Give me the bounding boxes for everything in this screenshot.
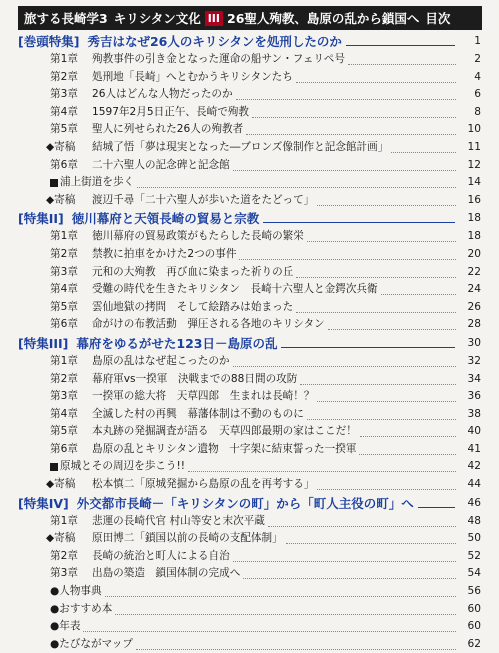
feature-title: 外交都市長崎－「キリシタンの町」から「町人主役の町」へ (76, 495, 414, 511)
leader-dots (115, 605, 456, 615)
page-number: 36 (467, 390, 481, 403)
appendix-title: ●おすすめ本 (50, 602, 113, 615)
chapter-title: 原田博二「鎖国以前の長崎の支配体制」 (92, 532, 283, 545)
page-number: 42 (467, 460, 481, 473)
chapter-title: 受難の時代を生きたキリシタン 長崎十六聖人と金鍔次兵衛 (92, 283, 378, 296)
leader-dots (307, 232, 456, 242)
toc-chapter[interactable] (18, 228, 482, 246)
chapter-title: 聖人に列せられた26人の殉教者 (92, 123, 244, 136)
leader-dots (136, 640, 456, 650)
chapter-title: 二十六聖人の記念碑と記念館 (92, 158, 230, 171)
chapter-title: 長崎の統治と町人による自治 (92, 549, 230, 562)
chapter-label: 第3章 (50, 567, 78, 580)
feature-rule (346, 35, 455, 46)
chapter-label: 第2章 (50, 70, 78, 83)
chapter-title: 26人はどんな人物だったのか (92, 88, 233, 101)
page-number: 6 (474, 88, 481, 101)
toc-chapter[interactable] (18, 281, 482, 299)
feature-rule (418, 497, 455, 508)
page-number: 10 (467, 123, 481, 136)
leader-dots (233, 357, 456, 367)
toc-header (18, 6, 482, 30)
chapter-label: ◆寄稿 (46, 193, 76, 206)
chapter-title: 出島の築造 鎖国体制の完成へ (92, 567, 241, 580)
toc-contribution[interactable] (18, 139, 482, 157)
toc-column[interactable] (18, 174, 482, 192)
chapter-label: ◆寄稿 (46, 532, 76, 545)
chapter-label: 第1章 (50, 514, 78, 527)
page-number: 11 (467, 140, 481, 153)
leader-dots (233, 161, 456, 171)
toc-chapter[interactable] (18, 157, 482, 175)
page-number: 34 (467, 372, 481, 385)
leader-dots (236, 90, 456, 100)
chapter-label: 第3章 (50, 390, 78, 403)
toc-chapter[interactable] (18, 371, 482, 389)
page-number: 24 (467, 283, 481, 296)
page-number: 28 (467, 318, 481, 331)
chapter-title: 命がけの布教活動 弾圧される各地のキリシタン (92, 318, 325, 331)
page-number: 4 (474, 70, 481, 83)
toc-chapter[interactable] (18, 86, 482, 104)
chapter-label: 第4章 (50, 105, 78, 118)
leader-dots (296, 268, 456, 278)
appendix-title: ●人物事典 (50, 585, 102, 598)
chapter-title: 一揆軍の総大将 天草四郎 生まれは長崎！？ (92, 390, 315, 403)
leader-dots (348, 55, 456, 65)
toc-feature-heading[interactable] (18, 334, 482, 353)
chapter-label: 第1章 (50, 354, 78, 367)
leader-dots (243, 569, 456, 579)
leader-dots (300, 375, 456, 385)
chapter-label: 第5章 (50, 300, 78, 313)
toc-chapter[interactable] (18, 246, 482, 264)
toc-appendix[interactable] (18, 618, 482, 636)
chapter-title: 殉教事件の引き金となった運命の船サン・フェリペ号 (92, 53, 345, 65)
chapter-title: 島原の乱はなぜ起こったのか (92, 354, 230, 367)
chapter-title: 島原の乱とキリシタン遺物 十字架に結束誓った一揆軍 (92, 442, 357, 455)
chapter-label: 第1章 (50, 230, 78, 243)
toc-feature-heading[interactable] (18, 209, 482, 228)
leader-dots (105, 587, 456, 597)
toc-chapter[interactable] (18, 388, 482, 406)
volume-numeral-badge: III (205, 11, 223, 26)
page-number: 60 (467, 620, 481, 633)
page-number: 40 (467, 425, 481, 438)
page-number: 22 (467, 265, 481, 278)
leader-dots (268, 517, 456, 527)
feature-tag: [特集II] (18, 211, 64, 227)
chapter-label: 第6章 (50, 442, 78, 455)
chapter-title: 幕府軍vs一揆軍 決戦までの88日間の攻防 (92, 372, 298, 385)
page-number: 46 (467, 496, 481, 509)
page-number: 48 (467, 514, 481, 527)
chapter-label: ◆寄稿 (46, 140, 76, 153)
page-number: 30 (467, 336, 481, 349)
leader-dots (317, 392, 456, 402)
page-number: 50 (467, 532, 481, 545)
chapter-title: 結城了悟「夢は現実となった―ブロンズ像制作と記念館計画」 (92, 140, 389, 153)
toc-appendix[interactable] (18, 583, 482, 601)
chapter-title: 元和の大殉教 再び血に染まった祈りの丘 (92, 265, 294, 278)
toc-chapter[interactable] (18, 104, 482, 122)
leader-dots (359, 445, 456, 455)
column-title: 原城とその周辺を歩こう!! (60, 460, 186, 473)
leader-dots (360, 427, 456, 437)
toc-chapter[interactable] (18, 353, 482, 371)
toc-chapter[interactable] (18, 316, 482, 334)
chapter-label: 第5章 (50, 425, 78, 438)
chapter-label: 第6章 (50, 158, 78, 171)
chapter-label: 第2章 (50, 372, 78, 385)
chapter-title: 渡辺千尋「二十六聖人が歩いた道をたどって」 (92, 193, 315, 206)
page-number: 16 (467, 193, 481, 206)
chapter-label: 第1章 (50, 53, 78, 65)
toc-chapter[interactable] (18, 51, 482, 69)
leader-dots (328, 320, 456, 330)
toc-chapter[interactable] (18, 299, 482, 317)
page-number: 1 (474, 35, 481, 47)
page-number: 18 (467, 212, 481, 225)
appendix-title: ●たびながマップ (50, 637, 133, 650)
page-number: 44 (467, 478, 481, 491)
feature-title: 徳川幕府と天領長崎の貿易と宗教 (71, 211, 260, 227)
toc-chapter[interactable] (18, 513, 482, 531)
volume-subtitle: 26聖人殉教、島原の乱から鎖国へ (227, 11, 420, 26)
chapter-title: 雲仙地獄の拷問 そして絵踏みは始まった (92, 300, 294, 313)
leader-dots (246, 125, 456, 135)
chapter-label: 第2章 (50, 549, 78, 562)
leader-dots (391, 143, 456, 153)
toc-column[interactable] (18, 458, 482, 476)
leader-dots (307, 410, 456, 420)
page-number: 12 (467, 158, 481, 171)
series-title: 旅する長崎学3 (24, 11, 108, 26)
column-title: 浦上街道を歩く (60, 176, 135, 189)
toc-appendix[interactable] (18, 636, 482, 653)
chapter-label: 第3章 (50, 265, 78, 278)
page-number: 54 (467, 567, 481, 580)
chapter-title: 禁教に拍車をかけた2つの事件 (92, 247, 237, 260)
page-number: 2 (474, 53, 481, 65)
leader-dots (252, 108, 456, 118)
page-number: 56 (467, 585, 481, 598)
page-number: 14 (467, 176, 481, 189)
chapter-title: 全滅した村の再興 幕藩体制は不動のものに (92, 407, 304, 420)
leader-dots (296, 73, 456, 83)
toc-label: 目次 (425, 11, 451, 26)
page-number: 38 (467, 407, 481, 420)
leader-dots (381, 285, 456, 295)
feature-tag: [特集IV] (18, 495, 69, 511)
toc-chapter[interactable] (18, 548, 482, 566)
leader-dots (239, 250, 456, 260)
feature-tag: [特集III] (18, 335, 69, 351)
page-number: 60 (467, 602, 481, 615)
toc-chapter[interactable] (18, 264, 482, 282)
feature-rule (263, 212, 455, 223)
leader-dots (233, 552, 456, 562)
chapter-label: 第6章 (50, 318, 78, 331)
feature-title: 幕府をゆるがせた123日－島原の乱 (76, 335, 278, 351)
toc-contribution[interactable] (18, 476, 482, 494)
page-number: 20 (467, 247, 481, 260)
chapter-label: 第5章 (50, 123, 78, 136)
chapter-label: 第4章 (50, 283, 78, 296)
chapter-title: 処刑地「長崎」へとむかうキリシタンたち (92, 70, 293, 83)
leader-dots (296, 303, 456, 313)
toc-contribution[interactable] (18, 530, 482, 548)
leader-dots (188, 462, 456, 472)
chapter-title: 松本慎二「原城発掘から島原の乱を再考する」 (92, 478, 315, 491)
chapter-title: 悲運の長崎代官 村山等安と末次平蔵 (92, 514, 265, 527)
page-number: 52 (467, 549, 481, 562)
toc-chapter[interactable] (18, 121, 482, 139)
toc-chapter[interactable] (18, 441, 482, 459)
feature-title: 秀吉はなぜ26人のキリシタンを処刑したのか (87, 34, 342, 49)
toc-feature-heading[interactable] (18, 32, 482, 51)
toc-chapter[interactable] (18, 423, 482, 441)
chapter-title: 徳川幕府の貿易政策がもたらした長崎の繁栄 (92, 230, 304, 243)
chapter-label: 第4章 (50, 407, 78, 420)
page-number: 26 (467, 300, 481, 313)
toc-feature-heading[interactable] (18, 494, 482, 513)
feature-tag: [巻頭特集] (18, 34, 80, 49)
toc-appendix[interactable] (18, 601, 482, 619)
chapter-label: 第2章 (50, 247, 78, 260)
leader-dots (286, 534, 456, 544)
toc-chapter[interactable] (18, 69, 482, 87)
appendix-title: ●年表 (50, 620, 81, 633)
toc-contribution[interactable] (18, 192, 482, 210)
page-number: 18 (467, 230, 481, 243)
page-number: 41 (467, 442, 481, 455)
page-number: 62 (467, 637, 481, 650)
chapter-title: 1597年2月5日正午、長崎で殉教 (92, 105, 249, 118)
page-number: 8 (474, 105, 481, 118)
square-bullet-icon (50, 463, 58, 471)
toc-chapter[interactable] (18, 565, 482, 583)
leader-dots (83, 622, 456, 632)
chapter-label: 第3章 (50, 88, 78, 101)
chapter-title: 本丸跡の発掘調査が語る 天草四郎最期の家はここだ！ (92, 425, 357, 438)
toc-list (18, 32, 482, 653)
chapter-label: ◆寄稿 (46, 478, 76, 491)
feature-rule (281, 337, 455, 348)
leader-dots (137, 178, 456, 188)
volume-title: キリシタン文化 (113, 11, 201, 26)
toc-chapter[interactable] (18, 406, 482, 424)
leader-dots (317, 196, 456, 206)
page-number: 32 (467, 354, 481, 367)
square-bullet-icon (50, 179, 58, 187)
leader-dots (317, 480, 456, 490)
